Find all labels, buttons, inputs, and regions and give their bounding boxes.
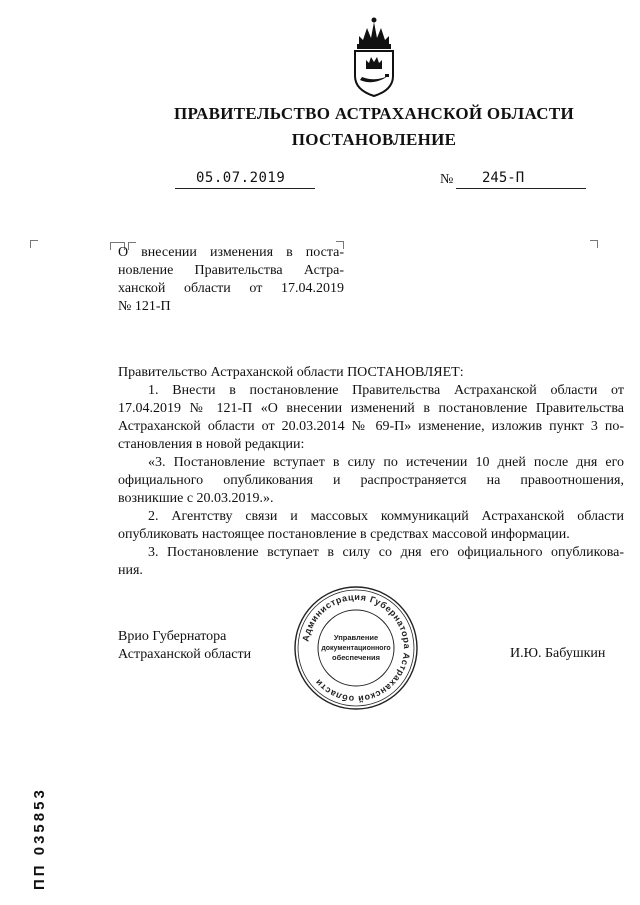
- document-date: 05.07.2019: [196, 170, 286, 186]
- item-1-line: становления в новой редакции:: [118, 437, 305, 452]
- document-number: 245-П: [482, 170, 525, 186]
- quote-line: «3. Постановление вступает в силу по истечении 10 дней после дня его: [148, 455, 624, 470]
- item-3-line: ния.: [118, 563, 143, 578]
- corner-mark: [590, 240, 598, 248]
- subject-line: О внесении изменения в поста-: [118, 245, 344, 260]
- document-body: [118, 364, 624, 580]
- subject-line: № 121-П: [118, 299, 171, 314]
- item-1-line: Астраханской области от 20.03.2014 № 69-П» изменение, изложив пункт 3 по-: [118, 419, 624, 434]
- document-type: ПОСТАНОВЛЕНИЕ: [291, 130, 457, 149]
- form-serial-number: [18, 718, 48, 890]
- preamble: Правительство Астраханской области ПОСТАНОВЛЯЕТ:: [118, 365, 464, 380]
- position-line: Врио Губернатора: [118, 629, 227, 644]
- item-1-line: 17.04.2019 № 121-П «О внесении изменений в постановление Правительства: [118, 401, 624, 416]
- coat-of-arms-emblem: [345, 14, 403, 98]
- subject-line: ханской области от 17.04.2019: [118, 281, 344, 296]
- subject-line: новление Правительства Астра-: [118, 263, 344, 278]
- stamp-center-line: обеспечения: [331, 653, 381, 662]
- item-2-line: опубликовать настоящее постановление в средствах массовой информации.: [118, 527, 570, 542]
- signatory-position: [118, 628, 251, 664]
- item-3-line: 3. Постановление вступает в силу со дня его официального опубликова-: [148, 545, 624, 560]
- item-2-line: 2. Агентству связи и массовых коммуникаций Астраханской области: [148, 509, 624, 524]
- official-stamp: [292, 584, 420, 712]
- signatory-name: И.Ю. Бабушкин: [510, 646, 606, 661]
- stamp-center-line: Управление: [333, 633, 379, 642]
- quote-line: возникшие с 20.03.2019.».: [118, 491, 274, 506]
- document-subject: [118, 244, 344, 316]
- corner-mark: [30, 240, 38, 248]
- stamp-ring-text: Администрация Губернатора Астраханской области: [300, 591, 413, 705]
- item-1-line: 1. Внести в постановление Правительства Астраханской области от: [148, 383, 624, 398]
- number-sign: №: [440, 172, 454, 187]
- serial-text: ПП 035853: [31, 787, 48, 890]
- stamp-center-line: документационного: [321, 645, 391, 652]
- organization-title: ПРАВИТЕЛЬСТВО АСТРАХАНСКОЙ ОБЛАСТИ: [174, 104, 574, 123]
- quote-line: официального опубликования и распространяется на правоотношения,: [118, 473, 624, 488]
- position-line: Астраханской области: [118, 647, 252, 662]
